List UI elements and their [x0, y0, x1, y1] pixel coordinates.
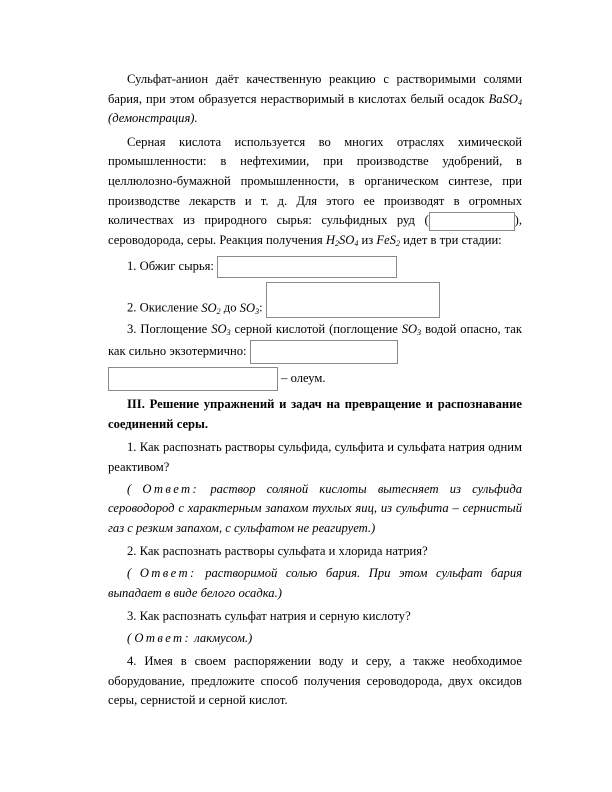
paragraph-sulfate	[108, 70, 522, 129]
answer-label: Ответ:	[134, 630, 192, 645]
formula-fes2: FeS$_2$	[376, 232, 400, 248]
ore-answer-field[interactable]	[429, 212, 515, 231]
absorption-answer-field[interactable]	[250, 340, 398, 364]
document-body	[108, 70, 522, 713]
formula-so2: $SO_2$	[201, 300, 221, 316]
question-1: 1. Как распознать растворы сульфида, сульфита и сульфата натрия одним реактивом?	[108, 440, 522, 474]
paragraph-text: Сульфат-анион даёт качественную реакцию с растворимыми солями бария, при этом образуется нерастворимый в кислотах белый осадок	[108, 72, 522, 106]
step-absorption: 3. Поглощение $SO_3$ серной кислотой (поглощение $SO_3$ водой опасно, так как сильно экзотермично:	[108, 320, 522, 364]
section-heading: III. Решение упражнений и задач на превращение и распознавание соединений серы.	[108, 397, 522, 431]
answer-label: Ответ:	[139, 565, 197, 580]
answer-label: Ответ:	[142, 481, 200, 496]
answer-3: ( Ответ: лакмусом.)	[127, 630, 253, 645]
oxidation-answer-field[interactable]	[266, 282, 440, 318]
formula-so3: $SO_3$	[401, 322, 422, 338]
formula-baso4: BaSO$_4$	[488, 91, 522, 107]
question-3: 3. Как распознать сульфат натрия и серную кислоту?	[127, 609, 411, 624]
step-roasting: 1. Обжиг сырья:	[108, 254, 522, 278]
formula-so3: $SO_3$	[211, 322, 231, 338]
question-2: 2. Как распознать растворы сульфата и хлорида натрия?	[127, 544, 428, 559]
answer-1: ( Ответ: раствор соляной кислоты вытесняет из сульфида сероводород с характерным запахом тухлых яиц, из сульфита – сернистый газ с резким запахом, с сульфатом не реагирует.)	[108, 481, 523, 535]
step-oxidation: 2. Окисление $SO_2$ до $SO_3$:	[108, 282, 522, 318]
oleum-line: – олеум.	[108, 366, 522, 391]
oleum-answer-field[interactable]	[108, 367, 278, 391]
paragraph-industry: Серная кислота используется во многих отраслях химической промышленности: в нефтехимии, при производстве удобрений, в целлюлозно-бумажной промышленности, в органическом синтезе, при производстве лекарств и т. д. Для этого ее производят в огромных количествах из природного сырья: сульфидных руд ( ), сероводорода, серы. Реакция получения $H_2SO_4$ из FeS$_2$ идет в три стадии:	[108, 134, 522, 248]
answer-2: ( Ответ: растворимой солью бария. При этом сульфат бария выпадает в виде белого осадка.)	[108, 565, 523, 600]
roasting-answer-field[interactable]	[217, 256, 397, 278]
formula-h2so4: $H_2SO_4$	[325, 232, 359, 248]
demonstration-note: (демонстрация).	[108, 111, 198, 126]
formula-so3: $SO_3$	[239, 300, 260, 316]
question-4: 4. Имея в своем распоряжении воду и серу, а также необходимое оборудование, предложите способ получения сероводорода, двух оксидов серы, сернистой и серной кислот.	[108, 654, 522, 708]
